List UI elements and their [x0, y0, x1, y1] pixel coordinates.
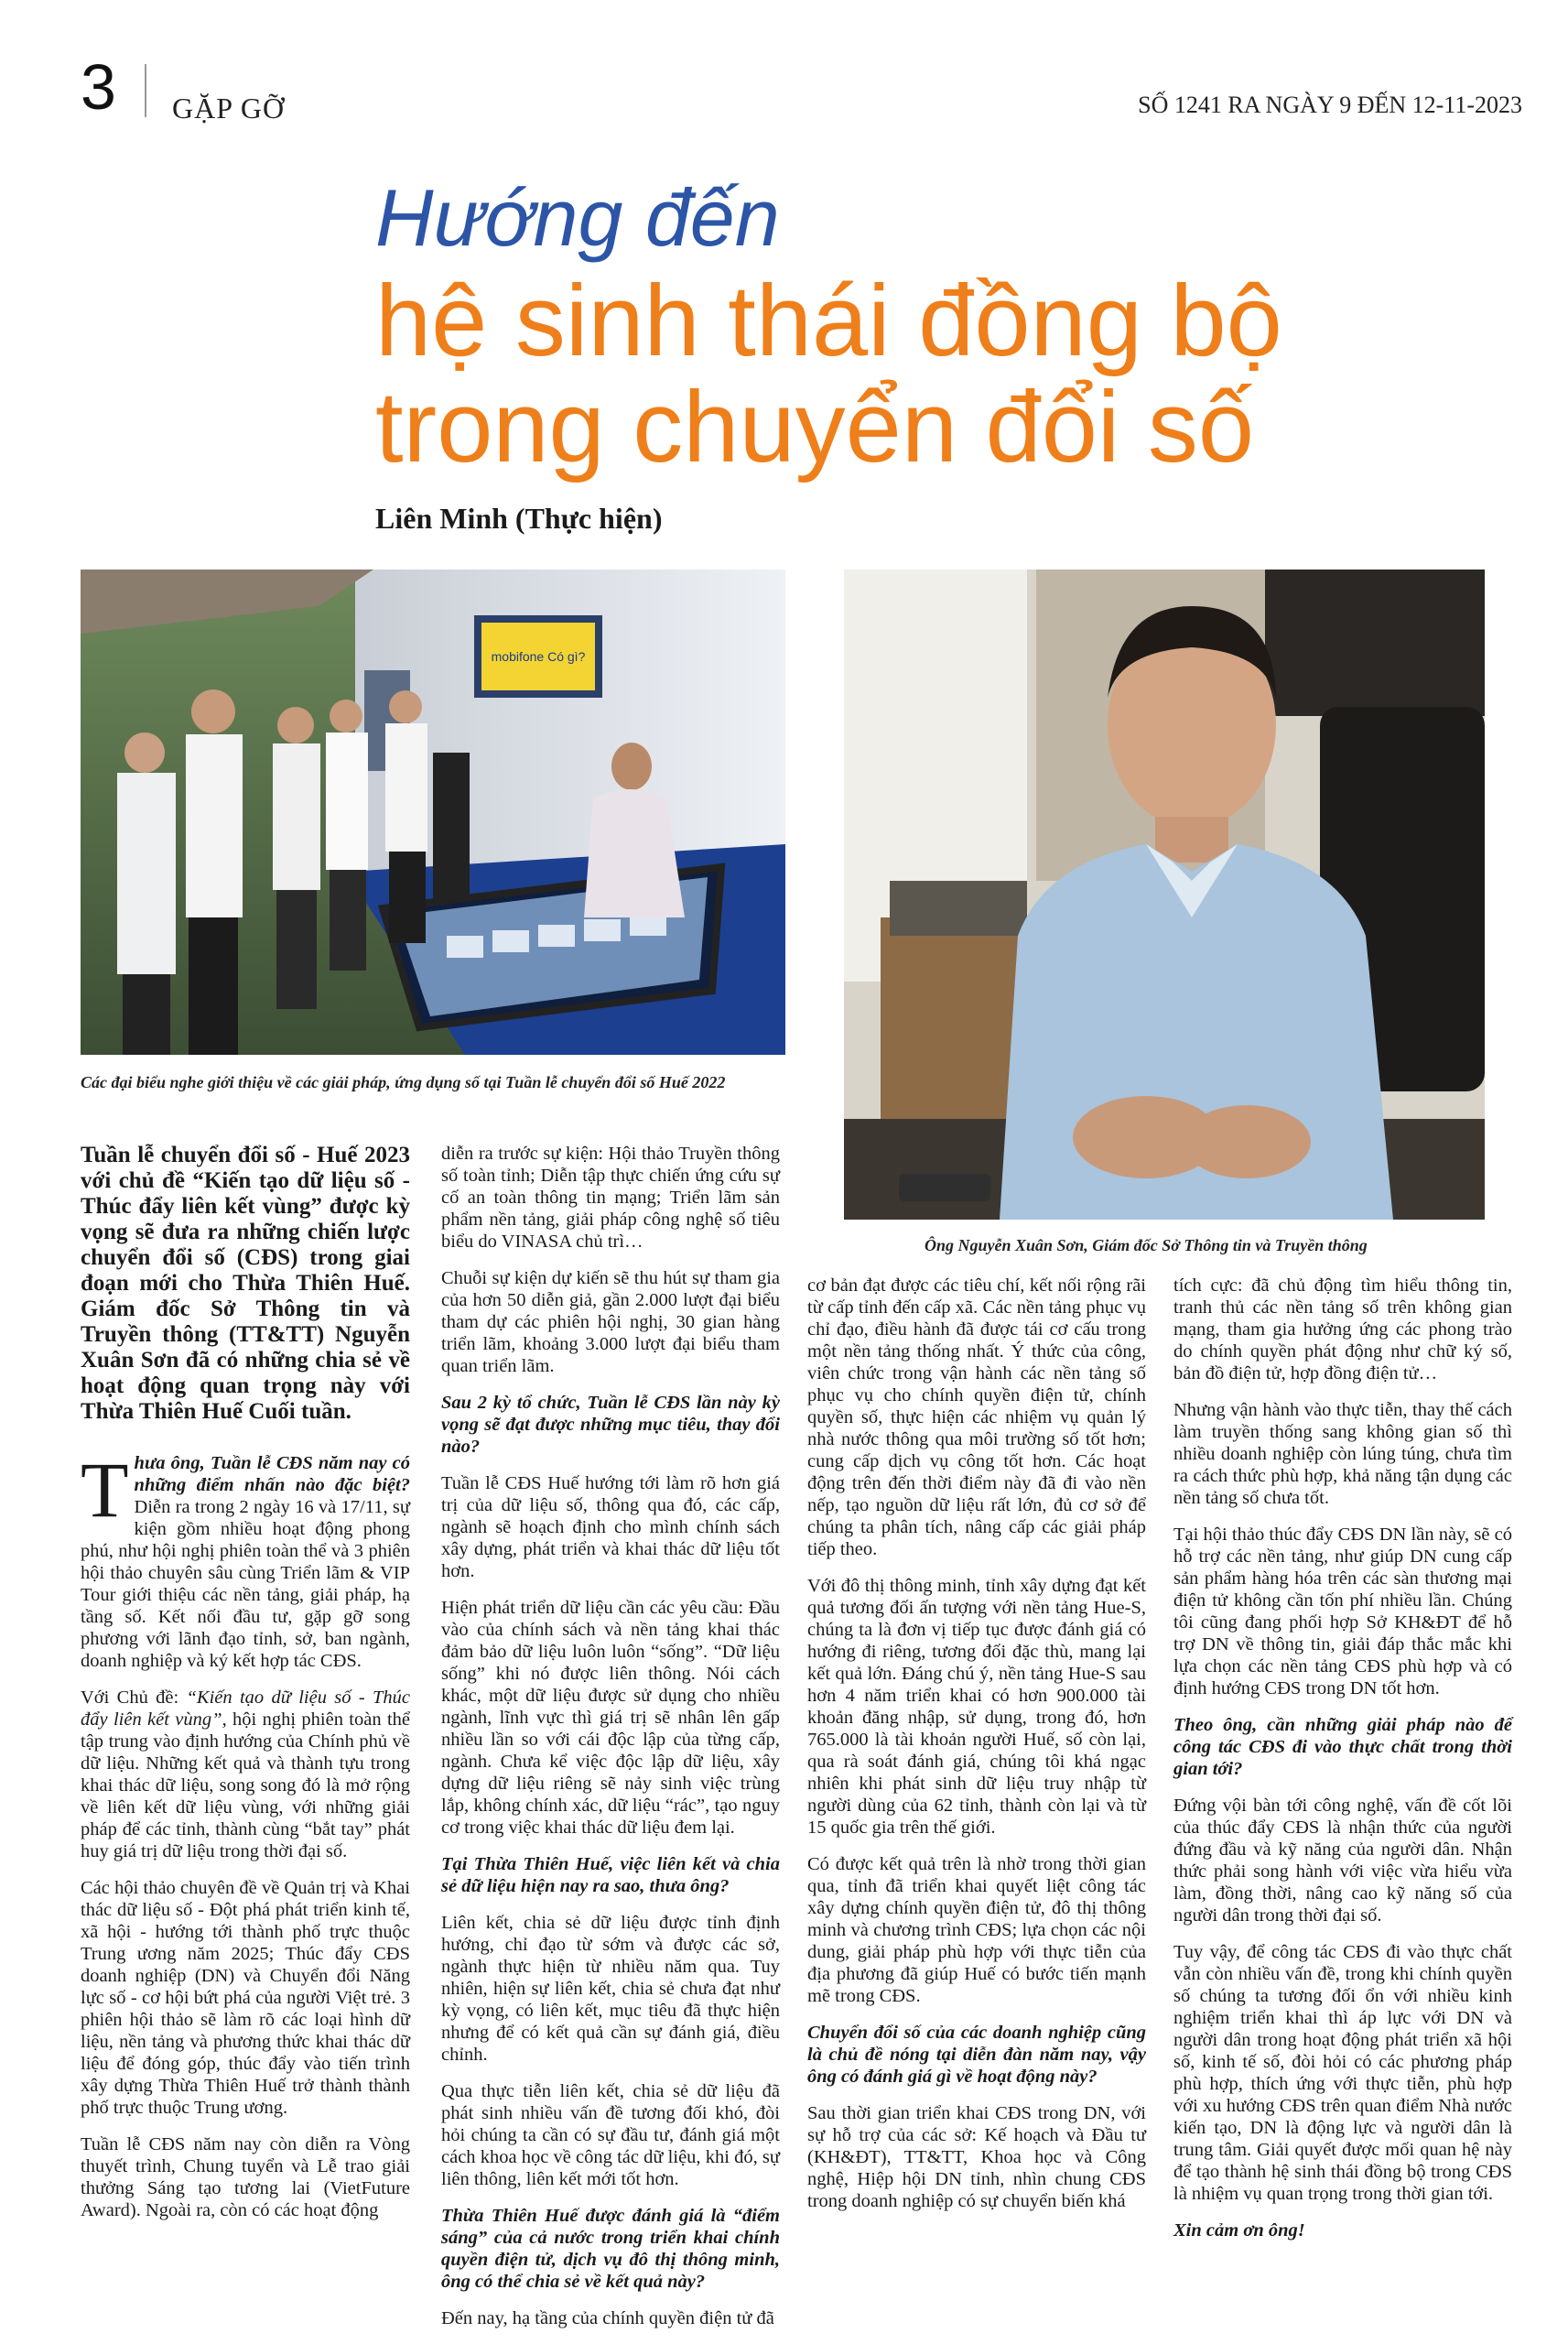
- drop-cap: T: [81, 1446, 129, 1534]
- question-4: Thừa Thiên Huế được đánh giá là “điểm sáng” của cả nước trong triển khai chính quyền điện tử, dịch vụ đô thị thông minh, ông có thể chia sẻ về kết quả này?: [441, 2206, 780, 2292]
- headline-line-1: Hướng đến: [375, 172, 780, 263]
- question-2: Sau 2 kỳ tổ chức, Tuần lễ CĐS lần này kỳ vọng sẽ đạt được những mục tiêu, thay đổi nào?: [441, 1393, 780, 1457]
- column-4: [1173, 1275, 1512, 2256]
- question-5: Chuyển đổi số của các doanh nghiệp cũng là chủ đề nóng tại diễn đàn năm nay, vậy ông có đánh giá gì về hoạt động này?: [807, 2023, 1146, 2087]
- byline: Liên Minh (Thực hiện): [375, 502, 663, 535]
- paragraph: tích cực: đã chủ động tìm hiểu thông tin, tranh thủ các nền tảng số trên không gian mạng, tham gia hưởng ứng các phong trào do chính quyền phát động như chữ ký số, bản đồ điện tử, hợp đồng điện tử…: [1173, 1275, 1512, 1384]
- paragraph: Tuần lễ CĐS năm nay còn diễn ra Vòng thuyết trình, Chung tuyển và Lễ trao giải thưởng Sáng tạo tương lai (VietFuture Award). Ngoài ra, còn có các hoạt động: [81, 2134, 410, 2220]
- paragraph: Tại hội thảo thúc đẩy CĐS DN lần này, sẽ có hỗ trợ các nền tảng, như giúp DN cung cấp sản phẩm hàng hóa trên các sàn thương mại điện tử không cần tốn phí nhiều lần. Chúng tôi cũng đang phối hợp Sở KH&ĐT để hỗ trợ DN về thông tin, giải đáp thắc mắc khi lựa chọn các nền tảng CĐS phù hợp và có định hướng CĐS trong DN tốt hơn.: [1173, 1525, 1512, 1698]
- paragraph: Chuỗi sự kiện dự kiến sẽ thu hút sự tham gia của hơn 50 diễn giả, gần 2.000 lượt đại biểu tham dự các phiên hội nghị, 30 gian hàng triển lãm, khoảng 3.000 lượt đại biểu tham quan triển lãm.: [441, 1268, 780, 1376]
- question-1: [81, 1446, 410, 1672]
- photo-2-caption: Ông Nguyễn Xuân Sơn, Giám đốc Sở Thông tin và Truyền thông: [925, 1236, 1368, 1254]
- photo-1-caption: Các đại biểu nghe giới thiệu về các giải pháp, ứng dụng số tại Tuần lễ chuyển đổi số Huế 2022: [81, 1073, 726, 1091]
- paragraph: cơ bản đạt được các tiêu chí, kết nối rộng rãi từ cấp tỉnh đến cấp xã. Các nền tảng phục vụ chỉ đạo, điều hành đã được tái cơ cấu trong một nền tảng thống nhất. Ý thức của công, viên chức trong vận hành các nền tảng số phục vụ cho chính quyền điện tử, chính quyền số, thực hiện các nhiệm vụ quản lý nhà nước thông qua môi trường số tốt hơn; cung cấp dịch vụ công tốt hơn. Các hoạt động trên đến thời điểm này đã đi vào nền nếp, tạo nguồn dữ liệu rất lớn, đủ cơ sở để chúng ta phân tích, nâng cấp các giải pháp tiếp theo.: [807, 1275, 1146, 1559]
- paragraph: Sau thời gian triển khai CĐS trong DN, với sự hỗ trợ của các sở: Kế hoạch và Đầu tư (KH&ĐT), TT&TT, Khoa học và Công nghệ, Hiệp hội DN tỉnh, nhìn chung CĐS trong doanh nghiệp có sự chuyển biến khá: [807, 2103, 1146, 2211]
- exhibition-photo: [81, 570, 785, 1055]
- portrait-photo: [844, 570, 1485, 1220]
- paragraph-lead: Với Chủ đề:: [81, 1687, 187, 1708]
- header-divider: [145, 64, 146, 117]
- question-6: Theo ông, cần những giải pháp nào để công tác CĐS đi vào thực chất trong thời gian tới?: [1173, 1715, 1512, 1779]
- column-2: [441, 1143, 780, 2344]
- paragraph: Tuy vậy, để công tác CĐS đi vào thực chất vẫn còn nhiều vấn đề, trong khi chính quyền số chúng ta tương đối ổn với nhiều kinh nghiệm triển khai thì áp lực với DN và người dân trong hoạt động phát triển xã hội số, kinh tế số, đòi hỏi có các phương pháp phù hợp, thích ứng với thực tiễn, phù hợp với xu hướng CĐS trên quan điểm Nhà nước kiến tạo, DN là động lực và người dân là trung tâm. Giải quyết được mối quan hệ này để tạo thành hệ sinh thái đồng bộ trong CĐS là nhiệm vụ quan trọng trong thời gian tới.: [1173, 1942, 1512, 2204]
- page-header: [0, 0, 1568, 137]
- closing-line: Xin cảm ơn ông!: [1173, 2220, 1305, 2241]
- paragraph: Các hội thảo chuyên đề về Quản trị và Khai thác dữ liệu số - Đột phá phát triển kinh tế, xã hội - hướng tới thành phố trực thuộc Trung ương năm 2025; Thúc đẩy CĐS doanh nghiệp (DN) và Chuyển đổi Năng lực số - cơ hội bứt phá của người Việt trẻ. 3 phiên hội thảo sẽ làm rõ các loại hình dữ liệu, nền tảng và phương thức khai thác dữ liệu để đóng góp, thúc đẩy vào tiến trình xây dựng Thừa Thiên Huế trở thành thành phố trực thuộc Trung ương.: [81, 1878, 410, 2118]
- headline-line-3: trong chuyển đổi số: [375, 371, 1255, 483]
- paragraph: diễn ra trước sự kiện: Hội thảo Truyền thông số toàn tỉnh; Diễn tập thực chiến ứng cứu sự cố an toàn thông tin mạng; Triển lãm sản phẩm nền tảng, giải pháp công nghệ số tiêu biểu do VINASA chủ trì…: [441, 1144, 780, 1252]
- paragraph: Có được kết quả trên là nhờ trong thời gian qua, tỉnh đã triển khai quyết liệt công tác xây dựng chính quyền điện tử, đô thị thông minh và chương trình CĐS; lựa chọn các nội dung, giải pháp phù hợp với thực tiễn của địa phương đã giúp Huế có bước tiến mạnh mẽ trong CĐS.: [807, 1854, 1146, 2006]
- lead-paragraph: Tuần lễ chuyển đổi số - Huế 2023 với chủ đề “Kiến tạo dữ liệu số - Thúc đẩy liên kết vùng” được kỳ vọng sẽ đưa ra những chiến lược chuyển đổi số (CĐS) trong giai đoạn mới cho Thừa Thiên Huế. Giám đốc Sở Thông tin và Truyền thông (TT&TT) Nguyễn Xuân Sơn đã có những chia sẻ về hoạt động quan trọng này với Thừa Thiên Huế Cuối tuần.: [81, 1143, 410, 1424]
- paragraph: Qua thực tiễn liên kết, chia sẻ dữ liệu đã phát sinh nhiều vấn đề tương đối khó, đòi hỏi chúng ta cần có sự đầu tư, đánh giá một cách khoa học về công tác dữ liệu, khi đó, sự liên thông, liên kết mới tốt hơn.: [441, 2081, 780, 2189]
- paragraph: Đứng vội bàn tới công nghệ, vấn đề cốt lõi của thúc đẩy CĐS là nhận thức của người đứng đầu và kỹ năng của người dân. Nhận thức phải song hành với việc vừa hiểu vừa làm, đồng thời, nâng cao kỹ năng số của người dân trong thời đại số.: [1173, 1796, 1512, 1926]
- paragraph-rest: , hội nghị phiên toàn thể tập trung vào định hướng của Chính phủ về dữ liệu. Những kết quả và thành tựu trong khai thác dữ liệu, song song đó là mở rộng về liên kết dữ liệu vùng, với những giải pháp để các tỉnh, thành cùng “bắt tay” phát huy giá trị dữ liệu trong thời đại số.: [81, 1709, 410, 1861]
- column-1: [81, 1143, 410, 2236]
- paragraph: Hiện phát triển dữ liệu cần các yêu cầu: Đầu vào của chính sách và nền tảng khai thác đảm bảo dữ liệu luôn luôn “sống”. “Dữ liệu sống” khi nó được liên thông. Nói cách khác, một dữ liệu được sử dụng cho nhiều ngành, lĩnh vực thì giá trị sẽ nhân lên gấp nhiều lần so với cái độc lập của từng cấp, ngành. Chưa kể việc độc lập dữ liệu, xây dựng dữ liệu riêng sẽ nảy sinh việc trùng lắp, không chính xác, dữ liệu “rác”, tạo nguy cơ trong việc khai thác dữ liệu đem lại.: [441, 1598, 780, 1838]
- headline-line-2: hệ sinh thái đồng bộ: [375, 265, 1282, 377]
- paragraph: Diễn ra trong 2 ngày 16 và 17/11, sự kiện gồm nhiều hoạt động phong phú, như hội nghị phiên toàn thể và 3 phiên hội thảo chuyên sâu cùng Triển lãm & VIP Tour giới thiệu các nền tảng, giải pháp, hạ tầng số. Kết nối đầu tư, gặp gỡ song phương với lãnh đạo tỉnh, sở, ban ngành, doanh nghiệp và ký kết hợp tác CĐS.: [81, 1497, 410, 1671]
- section-name: GẶP GỠ: [172, 92, 286, 125]
- paragraph: Liên kết, chia sẻ dữ liệu được tỉnh định hướng, chỉ đạo từ sớm và được các sở, ngành thực hiện từ nhiều năm qua. Tuy nhiên, hiện sự liên kết, chia sẻ chưa đạt như kỳ vọng, có liên kết, mục tiêu đã thực hiện nhưng để có kết quả cần sự đánh giá, điều chỉnh.: [441, 1913, 780, 2065]
- theme-quote: “Kiến tạo dữ liệu số - Thúc đẩy liên kết vùng”: [81, 1687, 410, 1730]
- page-number: 3: [81, 51, 116, 123]
- paragraph: Đến nay, hạ tầng của chính quyền điện tử đã: [441, 2308, 774, 2328]
- paragraph: Nhưng vận hành vào thực tiễn, thay thế cách làm truyền thống sang không gian số thì nhiều doanh nghiệp còn lúng túng, chưa tìm ra cách thức phù hợp, khả năng tận dụng các nền tảng số chưa tốt.: [1173, 1400, 1512, 1508]
- screen-text: mobifone Có gì?: [491, 649, 586, 664]
- question-3: Tại Thừa Thiên Huế, việc liên kết và chia sẻ dữ liệu hiện nay ra sao, thưa ông?: [441, 1854, 780, 1896]
- paragraph: [81, 1687, 410, 1862]
- paragraph: Tuần lễ CĐS Huế hướng tới làm rõ hơn giá trị của dữ liệu số, thông qua đó, các cấp, ngành sẽ hoạch định cho mình chính sách xây dựng, phát triển và khai thác dữ liệu tốt hơn.: [441, 1473, 780, 1581]
- column-3: [807, 1275, 1146, 2227]
- issue-info: SỐ 1241 RA NGÀY 9 ĐẾN 12-11-2023: [1138, 92, 1522, 118]
- question-1-text: hưa ông, Tuần lễ CĐS năm nay có những điểm nhấn nào đặc biệt?: [134, 1453, 410, 1495]
- paragraph: Với đô thị thông minh, tỉnh xây dựng đạt kết quả tương đối ấn tượng với nền tảng Hue-S, chúng ta là đơn vị tiếp tục được đánh giá có hướng đi riêng, tương đối đặc thù, mang lại kết quả lớn. Đáng chú ý, nền tảng Hue-S sau hơn 4 năm triển khai có hơn 900.000 tài khoản đăng nhập, sử dụng, trong đó, hơn 765.000 là tài khoản người Huế, số còn lại, qua rà soát đánh giá, chúng tôi khá ngạc nhiên khi phát sinh dữ liệu truy nhập từ người dùng của 62 tỉnh, thành còn lại và từ 15 quốc gia trên thế giới.: [807, 1576, 1146, 1838]
